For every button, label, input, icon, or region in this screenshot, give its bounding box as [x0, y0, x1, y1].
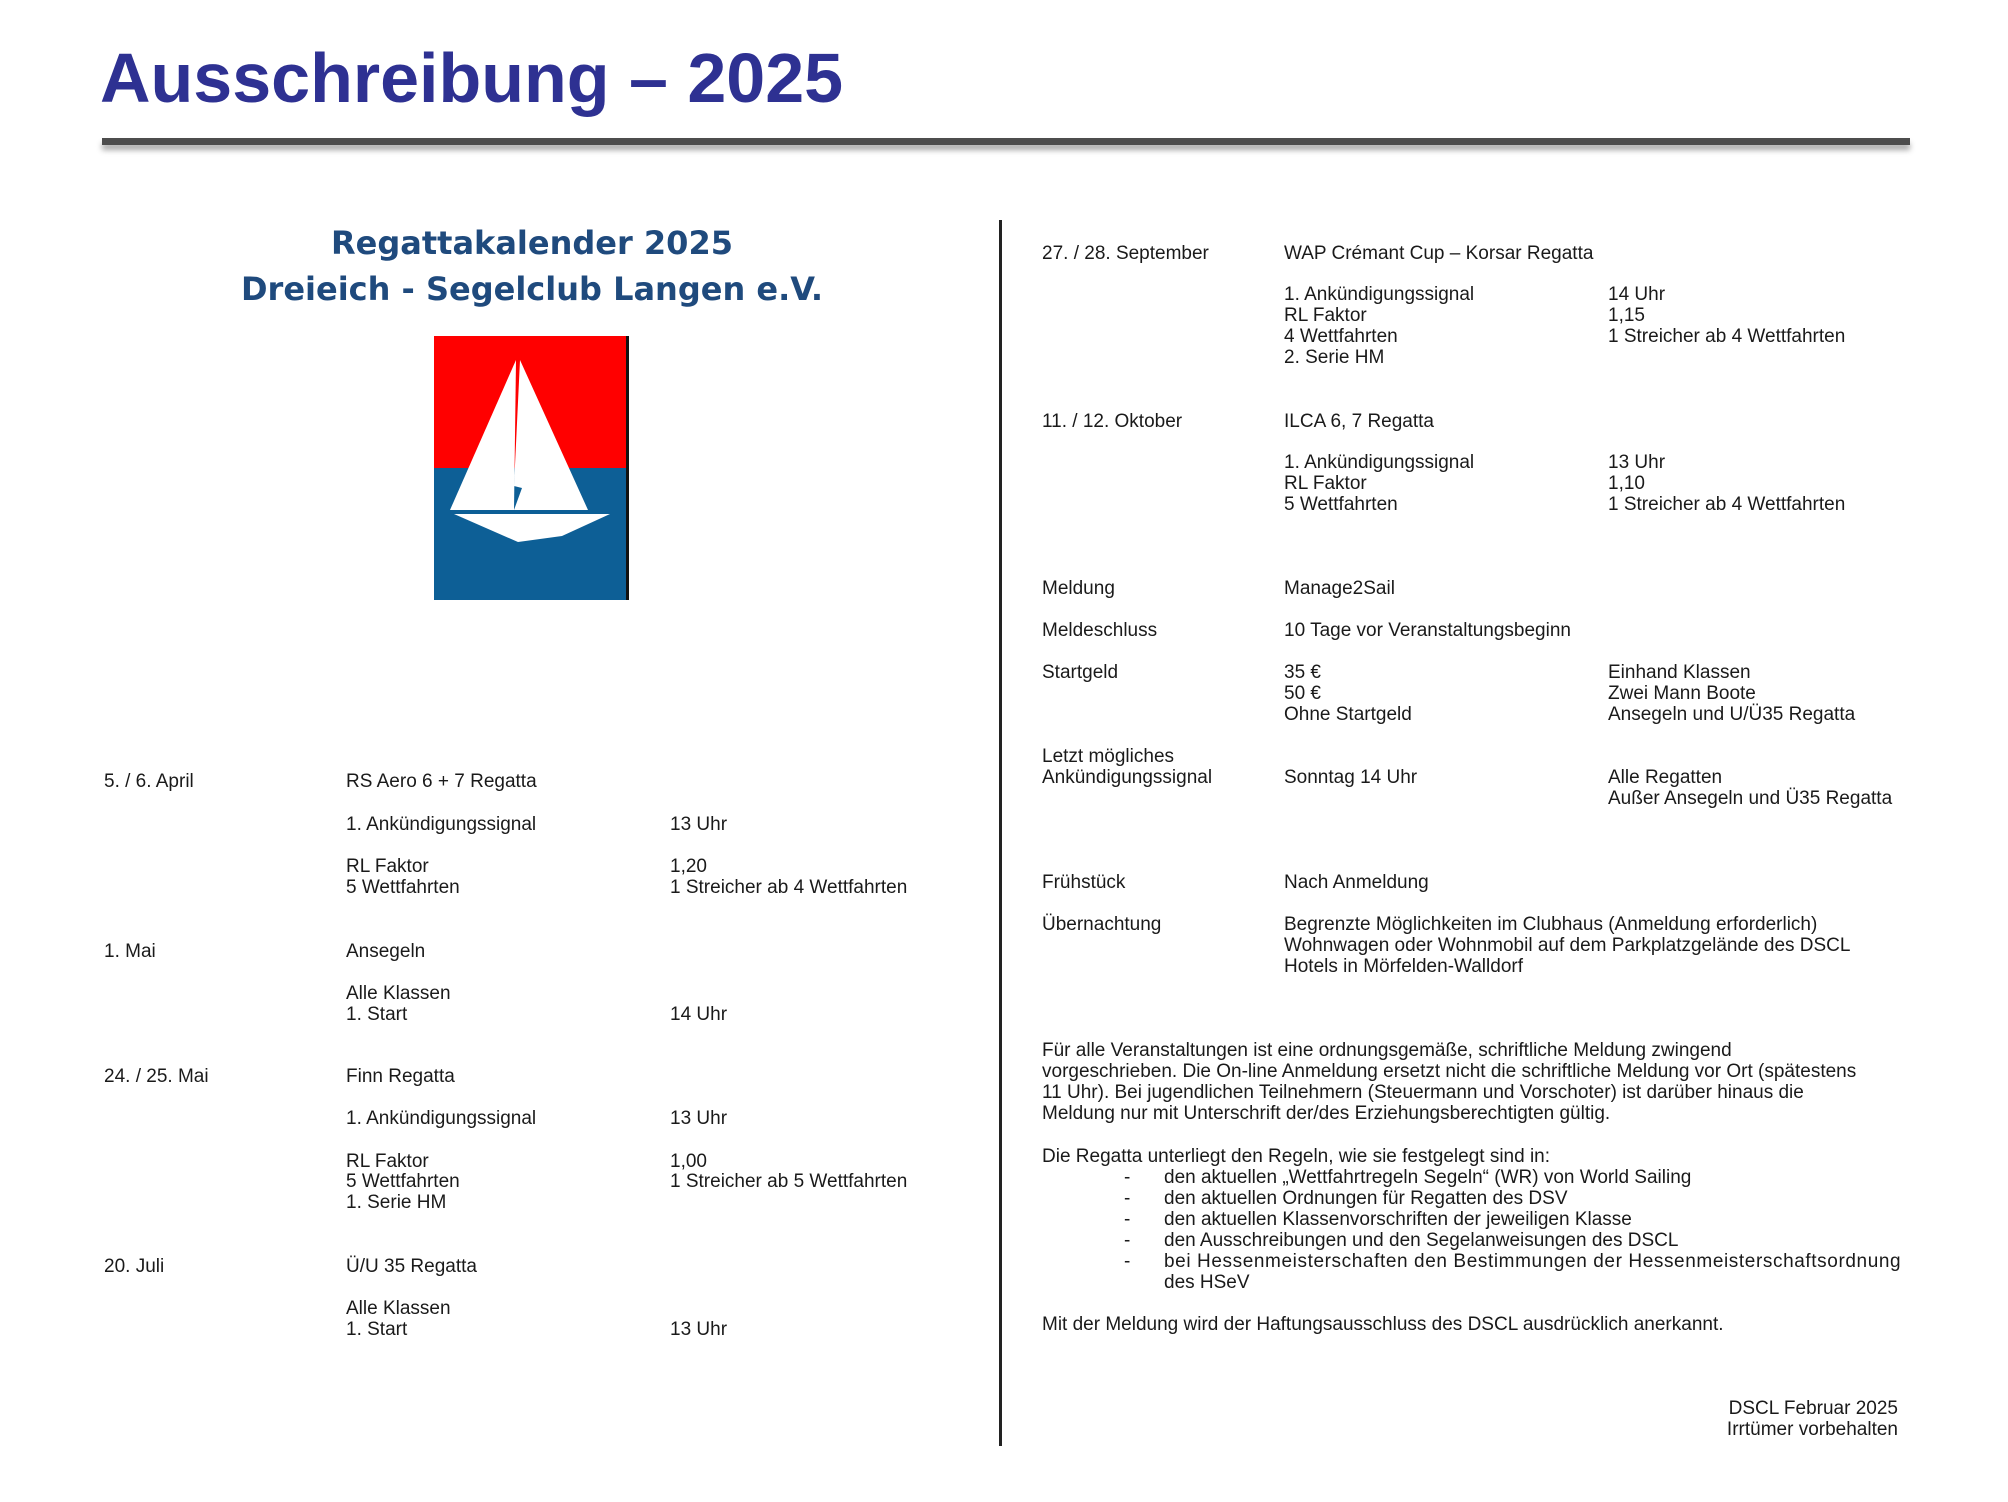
- page-title: Ausschreibung – 2025: [100, 39, 844, 117]
- info-label-uebernachtung: Übernachtung: [1042, 914, 1162, 935]
- event-detail-value: 1,10: [1608, 473, 1645, 494]
- uebernachtung-line: Wohnwagen oder Wohnmobil auf dem Parkplatzgelände des DSCL: [1284, 935, 1851, 956]
- event-detail-label: 1. Ankündigungssignal: [346, 814, 537, 835]
- info-label-meldung: Meldung: [1042, 578, 1115, 599]
- event-detail-label: 1. Ankündigungssignal: [1284, 452, 1475, 473]
- info-note-letzt: Alle Regatten: [1608, 767, 1723, 788]
- footer-disclaimer: Irrtümer vorbehalten: [1726, 1419, 1898, 1440]
- rule-item: den aktuellen Ordnungen für Regatten des DSV: [1164, 1188, 1568, 1209]
- event-name: WAP Crémant Cup – Korsar Regatta: [1284, 243, 1594, 264]
- event-detail-value: 13 Uhr: [1608, 452, 1666, 473]
- info-value-fruehstueck: Nach Anmeldung: [1284, 872, 1429, 893]
- rule-item: den Ausschreibungen und den Segelanweisungen des DSCL: [1164, 1230, 1679, 1251]
- event-detail-label: Alle Klassen: [346, 1298, 451, 1319]
- event-detail-value: 14 Uhr: [670, 1004, 728, 1025]
- liability-note: Mit der Meldung wird der Haftungsausschluss des DSCL ausdrücklich anerkannt.: [1042, 1314, 1724, 1335]
- event-detail-label: RL Faktor: [1284, 473, 1367, 494]
- calendar-heading: Regattakalender 2025: [331, 224, 733, 262]
- info-note-letzt: Außer Ansegeln und Ü35 Regatta: [1608, 788, 1893, 809]
- startgeld-amount: Ohne Startgeld: [1284, 704, 1412, 725]
- startgeld-amount: 50 €: [1284, 683, 1321, 704]
- event-detail-value: 13 Uhr: [670, 1319, 728, 1340]
- bullet-dash: -: [1124, 1188, 1131, 1209]
- info-label-letzt: Letzt mögliches: [1042, 746, 1175, 767]
- event-detail-label: 1. Start: [346, 1004, 408, 1025]
- bullet-dash: -: [1124, 1230, 1131, 1251]
- uebernachtung-line: Hotels in Mörfelden-Walldorf: [1284, 956, 1523, 977]
- event-detail-label: RL Faktor: [1284, 305, 1367, 326]
- event-detail-value: 1,15: [1608, 305, 1645, 326]
- bullet-dash: -: [1124, 1209, 1131, 1230]
- startgeld-note: Zwei Mann Boote: [1608, 683, 1756, 704]
- event-detail-value: 13 Uhr: [670, 814, 728, 835]
- startgeld-note: Einhand Klassen: [1608, 662, 1751, 683]
- event-date: 24. / 25. Mai: [104, 1066, 209, 1087]
- terms-line: vorgeschrieben. Die On-line Anmeldung ersetzt nicht die schriftliche Meldung vor Ort (spätestens: [1042, 1061, 1857, 1082]
- event-detail-label: 1. Start: [346, 1319, 408, 1340]
- rule-item: des HSeV: [1164, 1272, 1250, 1293]
- event-date: 27. / 28. September: [1042, 243, 1209, 264]
- event-detail-label: 1. Ankündigungssignal: [346, 1108, 537, 1129]
- event-detail-value: 1 Streicher ab 4 Wettfahrten: [1608, 326, 1846, 347]
- rule-item: den aktuellen Klassenvorschriften der jeweiligen Klasse: [1164, 1209, 1632, 1230]
- event-name: Finn Regatta: [346, 1066, 455, 1087]
- rules-intro: Die Regatta unterliegt den Regeln, wie sie festgelegt sind in:: [1042, 1146, 1551, 1167]
- event-detail-label: RL Faktor: [346, 856, 429, 877]
- uebernachtung-line: Begrenzte Möglichkeiten im Clubhaus (Anmeldung erforderlich): [1284, 914, 1818, 935]
- event-detail-label: 2. Serie HM: [1284, 347, 1385, 368]
- event-detail-value: 1 Streicher ab 4 Wettfahrten: [670, 877, 908, 898]
- info-value-letzt: Sonntag 14 Uhr: [1284, 767, 1418, 788]
- event-detail-value: 14 Uhr: [1608, 284, 1666, 305]
- event-detail-value: 1,20: [670, 856, 707, 877]
- bullet-dash: -: [1124, 1167, 1131, 1188]
- event-date: 1. Mai: [104, 941, 156, 962]
- event-detail-label: RL Faktor: [346, 1151, 429, 1172]
- info-label-startgeld: Startgeld: [1042, 662, 1119, 683]
- terms-line: 11 Uhr). Bei jugendlichen Teilnehmern (Steuermann und Vorschoter) ist darüber hinaus die: [1042, 1082, 1804, 1103]
- terms-line: Meldung nur mit Unterschrift der/des Erziehungsberechtigten gültig.: [1042, 1103, 1611, 1124]
- info-label-fruehstueck: Frühstück: [1042, 872, 1126, 893]
- footer-date: DSCL Februar 2025: [1728, 1398, 1898, 1419]
- club-name-heading: Dreieich - Segelclub Langen e.V.: [240, 270, 824, 308]
- startgeld-note: Ansegeln und U/Ü35 Regatta: [1608, 704, 1856, 725]
- startgeld-amount: 35 €: [1284, 662, 1321, 683]
- bullet-dash: -: [1124, 1251, 1131, 1272]
- event-name: Ansegeln: [346, 941, 426, 962]
- event-detail-label: 1. Ankündigungssignal: [1284, 284, 1475, 305]
- title-divider: [102, 138, 1910, 145]
- rule-item: den aktuellen „Wettfahrtregeln Segeln“ (WR) von World Sailing: [1164, 1167, 1692, 1188]
- event-detail-label: Alle Klassen: [346, 983, 451, 1004]
- info-value-meldung: Manage2Sail: [1284, 578, 1395, 599]
- event-detail-value: 1,00: [670, 1151, 707, 1172]
- terms-line: Für alle Veranstaltungen ist eine ordnungsgemäße, schriftliche Meldung zwingend: [1042, 1040, 1732, 1061]
- event-date: 5. / 6. April: [104, 771, 194, 792]
- info-label-meldeschluss: Meldeschluss: [1042, 620, 1158, 641]
- column-divider: [999, 220, 1002, 1446]
- info-value-meldeschluss: 10 Tage vor Veranstaltungsbeginn: [1284, 620, 1571, 641]
- event-detail-label: 4 Wettfahrten: [1284, 326, 1398, 347]
- event-detail-label: 5 Wettfahrten: [346, 877, 460, 898]
- event-name: ILCA 6, 7 Regatta: [1284, 411, 1434, 432]
- rule-item: bei Hessenmeisterschaften den Bestimmungen der Hessenmeisterschaftsordnung: [1164, 1251, 1902, 1272]
- event-detail-value: 13 Uhr: [670, 1108, 728, 1129]
- event-name: RS Aero 6 + 7 Regatta: [346, 771, 537, 792]
- event-detail-value: 1 Streicher ab 4 Wettfahrten: [1608, 494, 1846, 515]
- event-detail-label: 5 Wettfahrten: [346, 1171, 460, 1192]
- event-detail-label: 5 Wettfahrten: [1284, 494, 1398, 515]
- event-name: Ü/U 35 Regatta: [346, 1256, 477, 1277]
- event-detail-value: 1 Streicher ab 5 Wettfahrten: [670, 1171, 908, 1192]
- info-label-letzt: Ankündigungssignal: [1042, 767, 1213, 788]
- event-detail-label: 1. Serie HM: [346, 1192, 447, 1213]
- event-date: 20. Juli: [104, 1256, 165, 1277]
- club-logo: [434, 336, 630, 600]
- event-date: 11. / 12. Oktober: [1042, 411, 1183, 432]
